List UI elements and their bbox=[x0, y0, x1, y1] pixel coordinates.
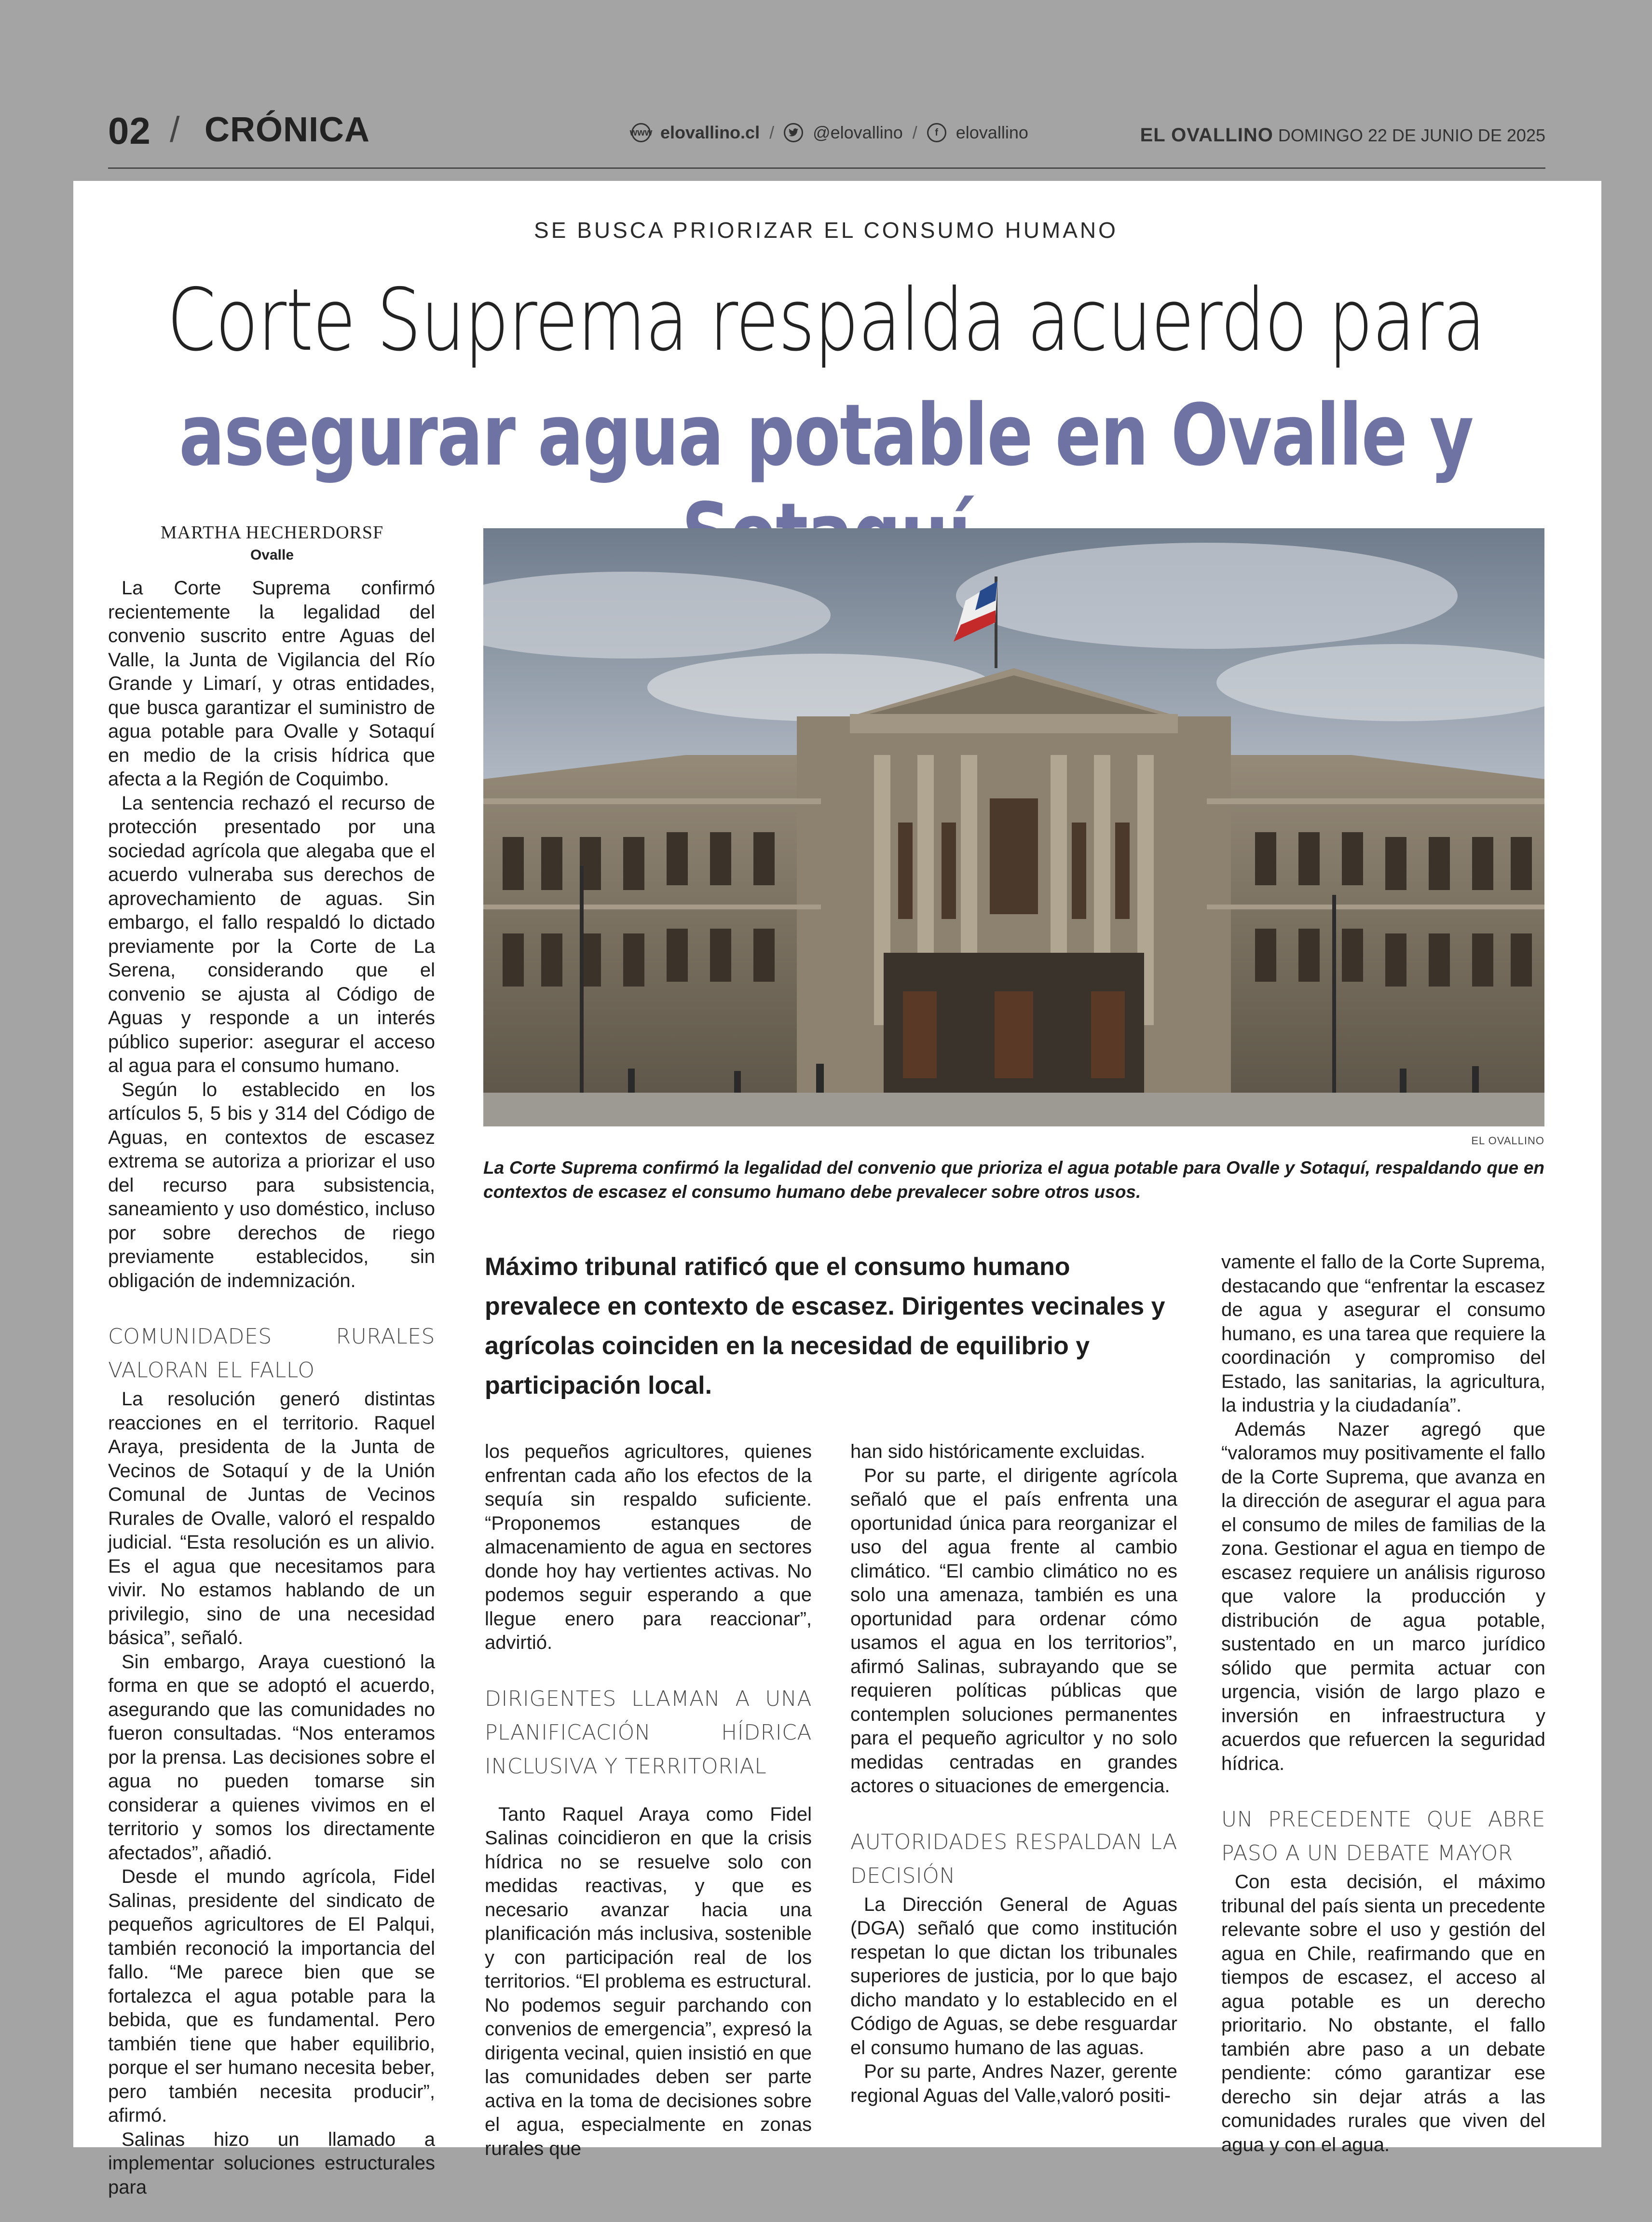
subheading: AUTORIDADES RESPALDAN LA DECISIÓN bbox=[850, 1829, 1177, 1888]
paragraph: Tanto Raquel Araya como Fidel Salinas coincidieron en que la crisis hídrica no se resuelve solo con medidas reactivas, y que es necesario avanzar hacia una planificación más inclusiva, sostenible y con participación real de los territorios. “El problema es estructural. No podemos seguir parchando con convenios de emergencia”, expresó la dirigenta vecinal, quien insistió en que las comunidades deben ser parte activa en la toma de decisiones sobre el agua, especialmente en zonas rurales que bbox=[485, 1803, 812, 2159]
article-column-4 bbox=[1221, 1250, 1545, 2157]
separator: / bbox=[769, 123, 775, 142]
byline-location: Ovalle bbox=[250, 547, 294, 563]
photo-credit: EL OVALLINO bbox=[1471, 1135, 1544, 1147]
facebook-icon: f bbox=[927, 123, 946, 142]
newspaper-name: EL OVALLINO bbox=[1140, 124, 1273, 146]
paragraph: Desde el mundo agrícola, Fidel Salinas, presidente del sindicato de pequeños agricultores de El Palqui, también reconoció la importancia del fallo. “Me parece bien que se fortalezca el agua potable para la bebida, que es fundamental. Pero también tiene que haber equilibrio, porque el ser humano necesita beber, pero también necesita producir”, afirmó. bbox=[108, 1866, 435, 2126]
paragraph: Con esta decisión, el máximo tribunal del país sienta un precedente relevante sobre el uso y gestión del agua en Chile, reafirmando que en tiempos de escasez, el acceso al agua potable es un derecho prioritario. No obstante, el fallo también abre paso a un debate pendiente: cómo garantizar ese derecho sin dejar atrás a las comunidades rurales que viven del agua y con el agua. bbox=[1221, 1871, 1545, 2155]
headline-line-1: Corte Suprema respalda acuerdo para bbox=[167, 270, 1485, 370]
paragraph: Salinas hizo un llamado a implementar soluciones estructurales para bbox=[108, 2128, 435, 2198]
paragraph: Además Nazer agregó que “valoramos muy positivamente el fallo de la Corte Suprema, que avanza en la dirección de asegurar el agua para el consumo de miles de familias de la zona. Gestionar el agua en tiempo de escasez requiere un análisis riguroso que valore la producción y distribución de agua potable, sustentado en un marco jurídico sólido que permita actuar con urgencia, visión de largo plazo e inversión en infraestructura y acuerdos que refuercen la seguridad hídrica. bbox=[1221, 1418, 1545, 1774]
www-icon: www bbox=[631, 123, 651, 142]
header-separator: / bbox=[170, 110, 180, 150]
article-column-3 bbox=[850, 1440, 1177, 2108]
twitter-handle[interactable]: @elovallino bbox=[813, 123, 903, 142]
paragraph: Por su parte, el dirigente agrícola señaló que el país enfrenta una oportunidad única para reorganizar el uso del agua frente al cambio climático. “El cambio climático no es solo una amenaza, también es una oportunidad para ordenar cómo usamos el agua en los territorios”, afirmó Salinas, subrayando que se requieren políticas públicas que contemplen soluciones permanentes para el pequeño agricultor y no solo medidas centradas en grandes actores o situaciones de emergencia. bbox=[850, 1465, 1177, 1797]
article-lead: Máximo tribunal ratificó que el consumo humano prevalece en contexto de escasez. Dirigentes vecinales y agrícolas coinciden en la necesidad de equilibrio y participación local. bbox=[485, 1253, 1165, 1399]
paragraph: La Dirección General de Aguas (DGA) señaló que como institución respetan lo que dictan los tribunales superiores de justicia, por lo que bajo dicho mandato y lo establecido en el Código de Aguas, se debe resguardar el consumo humano de las aguas. bbox=[850, 1893, 1177, 2058]
website-link[interactable]: elovallino.cl bbox=[660, 123, 760, 142]
headline-line-2: asegurar agua potable en Ovalle y bbox=[179, 386, 1473, 485]
paragraph: vamente el fallo de la Corte Suprema, destacando que “enfrentar la escasez de agua y asegurar el consumo humano, es una tarea que requiere la coordinación y compromiso del Estado, las sanitarias, la agricultura, la industria y la ciudadanía”. bbox=[1221, 1251, 1545, 1416]
paragraph: La Corte Suprema confirmó recientemente la legalidad del convenio suscrito entre Aguas del Valle, la Junta de Vigilancia del Río Grande y Limarí, y otras entidades, que busca garantizar el suministro de agua potable para Ovalle y Sotaquí en medio de la crisis hídrica que afecta a la Región de Coquimbo. bbox=[108, 577, 435, 790]
paragraph: La sentencia rechazó el recurso de protección presentado por una sociedad agrícola que alegaba que el acuerdo vulneraba sus derechos de aprovechamiento de aguas. Sin embargo, el fallo respaldó lo dictado previamente por la Corte de La Serena, considerando que el convenio se ajusta al Código de Aguas y responde a un interés público superior: asegurar el acceso al agua para el consumo humano. bbox=[108, 792, 435, 1076]
social-links bbox=[631, 123, 1028, 143]
newspaper-dateline bbox=[1140, 124, 1545, 146]
header-rule bbox=[108, 167, 1545, 169]
byline-author: MARTHA HECHERDORSF bbox=[160, 522, 384, 543]
facebook-handle[interactable]: elovallino bbox=[956, 123, 1028, 142]
subheading: COMUNIDADES RURALES VALORAN EL FALLO bbox=[108, 1324, 435, 1383]
section-title: CRÓNICA bbox=[205, 110, 370, 149]
separator: / bbox=[912, 123, 917, 142]
paragraph: los pequeños agricultores, quienes enfrentan cada año los efectos de la sequía sin respaldo suficiente. “Proponemos estanques de almacenamiento de agua en sectores donde hoy hay vertientes activas. No podemos seguir esperando a que llegue enero para reaccionar”, advirtió. bbox=[485, 1441, 812, 1653]
issue-date: DOMINGO 22 DE JUNIO DE 2025 bbox=[1278, 125, 1545, 145]
photo-caption: La Corte Suprema confirmó la legalidad del convenio que prioriza el agua potable para Ovalle y Sotaquí, respaldando que en contextos de escasez el consumo humano debe prevalecer sobre otros usos. bbox=[483, 1158, 1544, 1202]
article-kicker: SE BUSCA PRIORIZAR EL CONSUMO HUMANO bbox=[534, 218, 1118, 243]
paragraph: Según lo establecido en los artículos 5, 5 bis y 314 del Código de Aguas, en contextos de escasez extrema se autoriza a priorizar el uso del recurso para subsistencia, saneamiento y uso doméstico, incluso por sobre derechos de riego previamente establecidos, sin obligación de indemnización. bbox=[108, 1079, 435, 1291]
paragraph: han sido históricamente excluidas. bbox=[850, 1441, 1146, 1462]
twitter-icon bbox=[784, 123, 803, 142]
page-header bbox=[108, 101, 1545, 169]
subheading: UN PRECEDENTE QUE ABRE PASO A UN DEBATE MAYOR bbox=[1221, 1807, 1545, 1865]
page-number: 02 bbox=[108, 110, 151, 152]
paragraph: La resolución generó distintas reacciones en el territorio. Raquel Araya, presidenta de la Junta de Vecinos de Sotaquí y de la Unión Comunal de Juntas de Vecinos Rurales de Ovalle, valoró el respaldo judicial. “Esta resolución es un alivio. Es el agua que necesitamos para vivir. No estamos hablando de un privilegio, sino de una necesidad básica”, señaló. bbox=[108, 1388, 435, 1648]
paragraph: Sin embargo, Araya cuestionó la forma en que se adoptó el acuerdo, asegurando que las comunidades no fueron consultadas. “Nos enteramos por la prensa. Las decisiones sobre el agua no pueden tomarse sin considerar a quienes vivimos en el territorio y somos los directamente afectados”, añadió. bbox=[108, 1651, 435, 1864]
article-column-1 bbox=[108, 576, 435, 2199]
subheading: DIRIGENTES LLAMAN A UNA PLANIFICACIÓN HÍDRICA INCLUSIVA Y TERRITORIAL bbox=[485, 1686, 812, 1779]
paragraph: Por su parte, Andres Nazer, gerente regional Aguas del Valle,valoró positi- bbox=[850, 2061, 1177, 2106]
courthouse-photo bbox=[483, 528, 1544, 1126]
article-column-2 bbox=[485, 1440, 812, 2161]
